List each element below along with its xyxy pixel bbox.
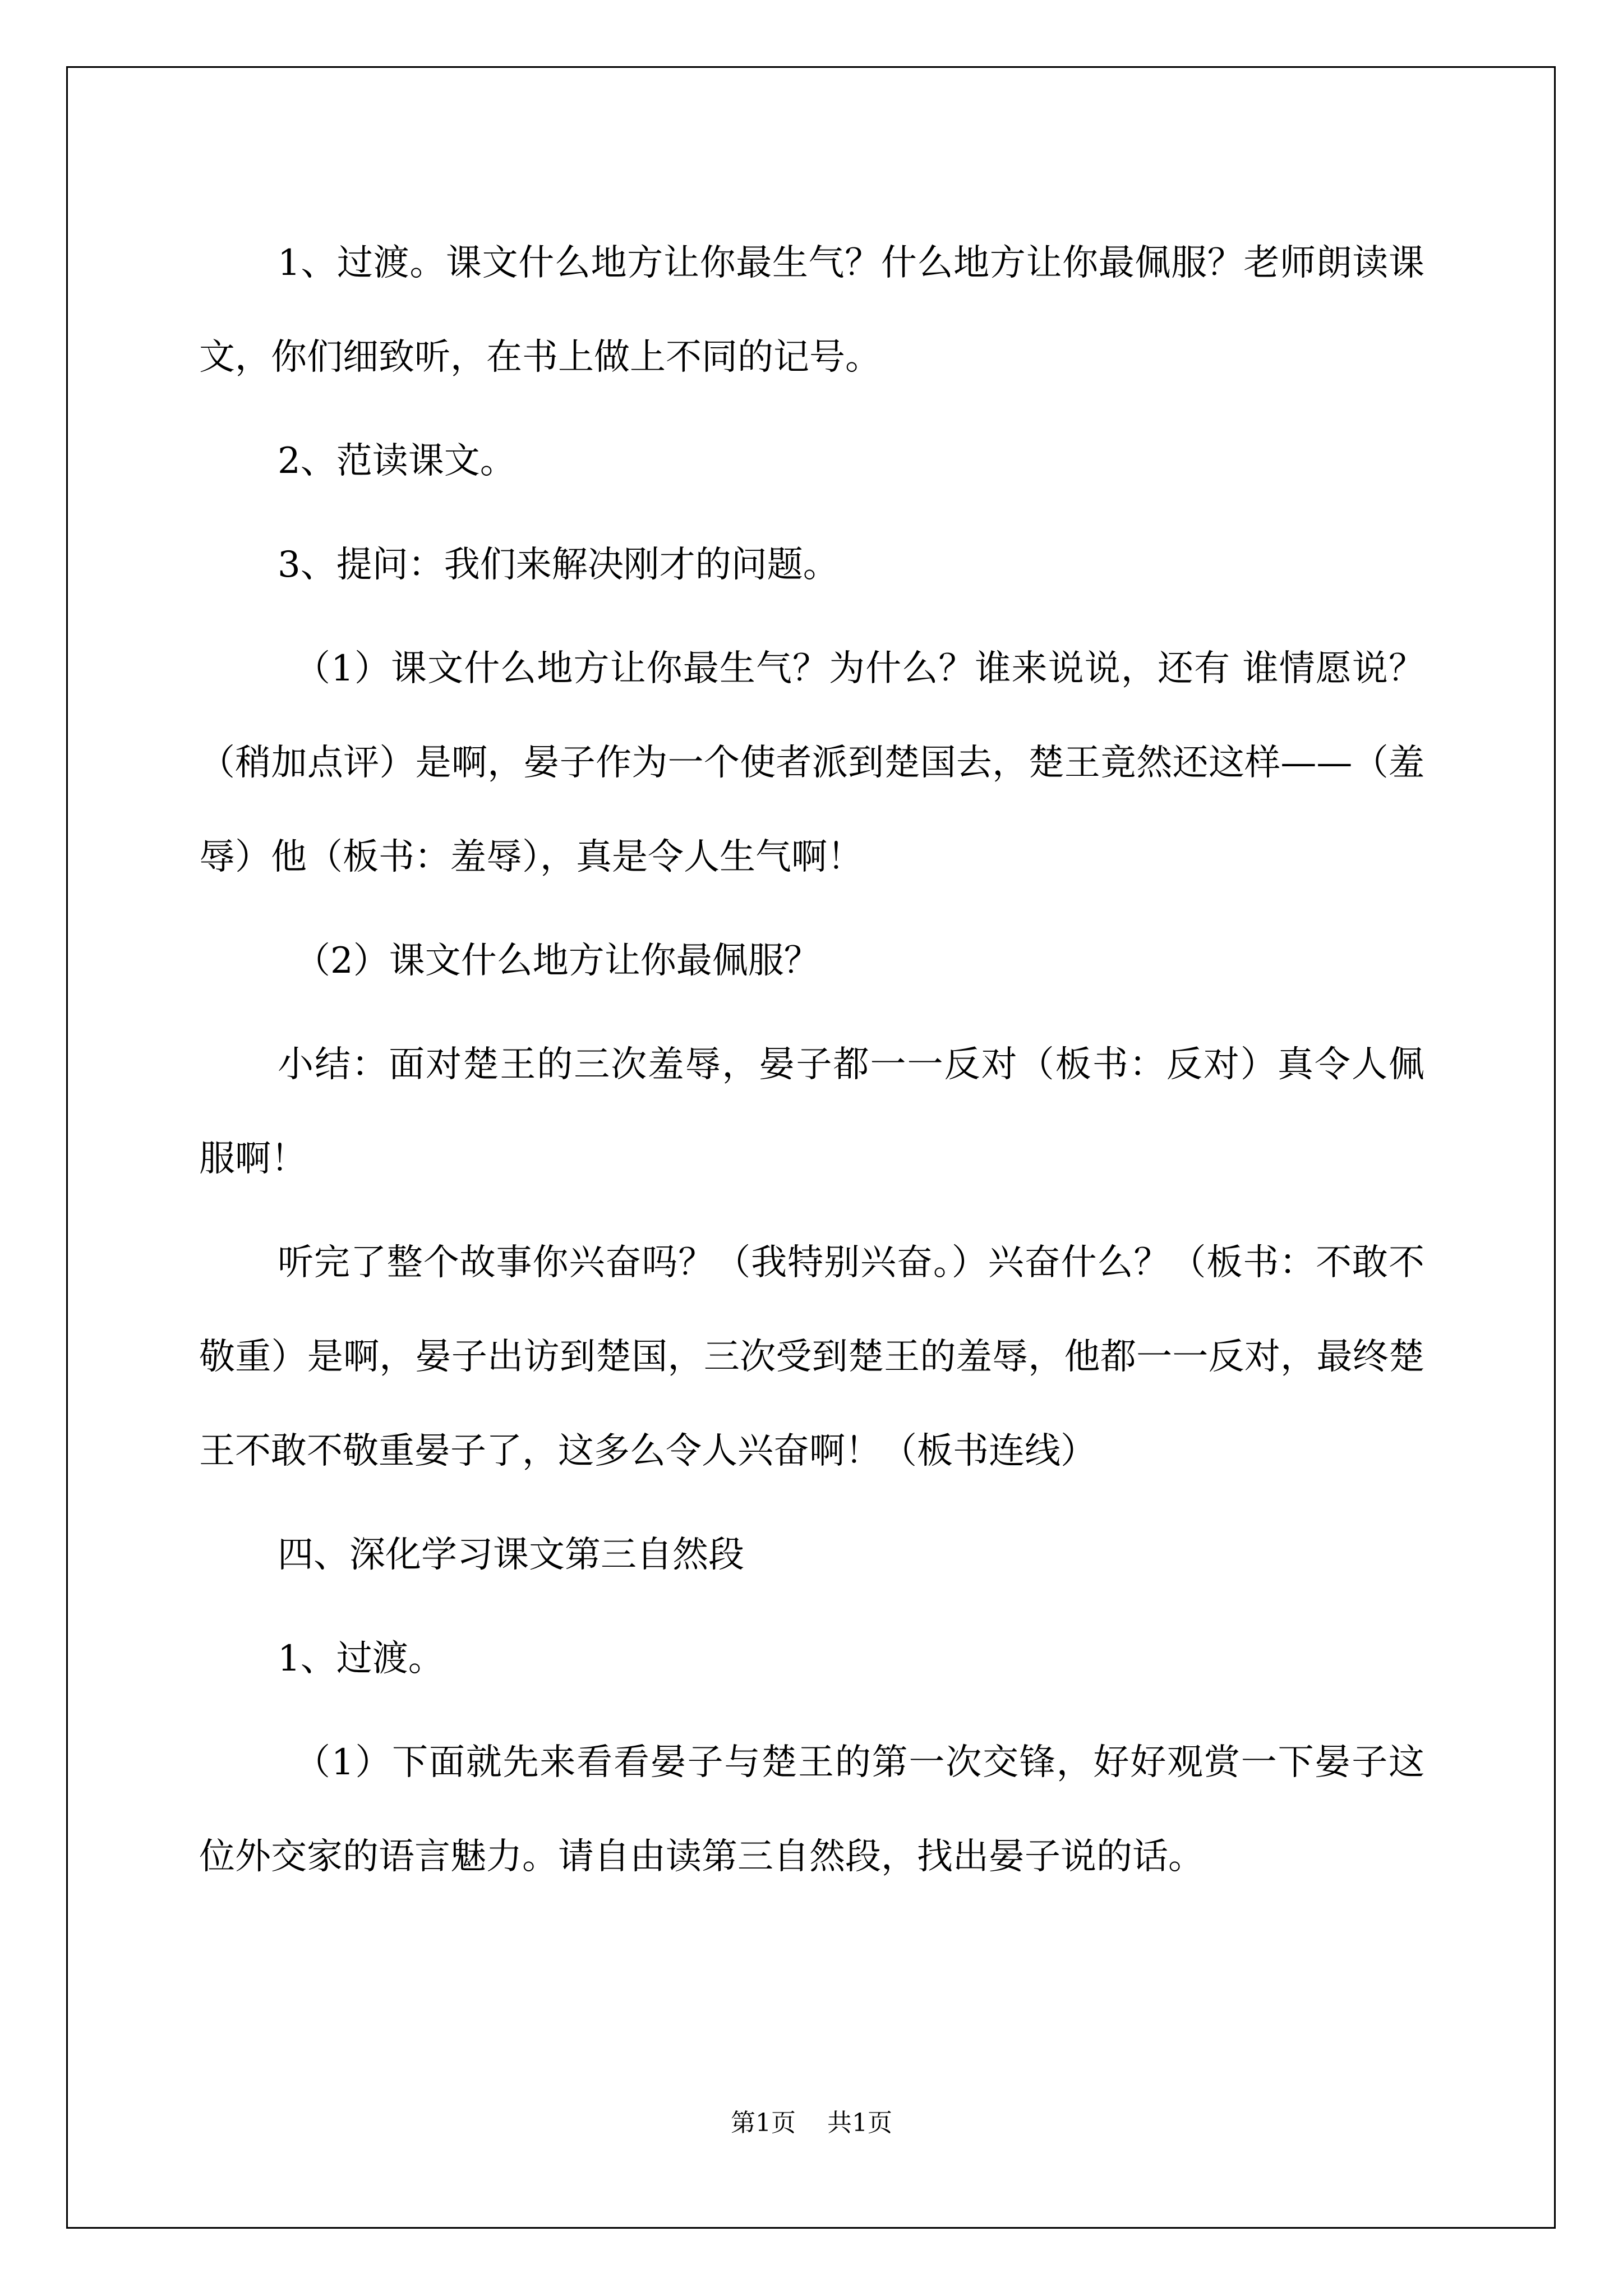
paragraph-transition-2: 1、过渡。 xyxy=(278,1638,444,1680)
paragraph-first-encounter: （1）下面就先来看看晏子与楚王的第一次交锋，好好观赏一下晏子这位外交家的语言魅力。请自由读第三自然段，找出晏子说的话。 xyxy=(199,1742,1424,1878)
page-number-current: 第1页 xyxy=(731,2109,796,2137)
paragraph-summary: 小结：面对楚王的三次羞辱，晏子都一一反对（板书：反对）真令人佩服啊！ xyxy=(199,1044,1424,1180)
page-footer xyxy=(0,2106,1623,2140)
paragraph-admire-part: （2）课文什么地方让你最佩服？ xyxy=(294,940,820,982)
section-heading-4: 四、深化学习课文第三自然段 xyxy=(278,1534,744,1576)
page-number-total: 共1页 xyxy=(827,2109,892,2137)
paragraph-question: 3、提问：我们来解决刚才的问题。 xyxy=(278,544,839,586)
paragraph-excited: 听完了整个故事你兴奋吗？（我特别兴奋。）兴奋什么？（板书：不敢不敬重）是啊，晏子出访到楚国，三次受到楚王的羞辱，他都一一反对，最终楚王不敢不敬重晏子了，这多么令人兴奋啊！（板书连线） xyxy=(199,1242,1424,1472)
paragraph-transition-1: 1、过渡。课文什么地方让你最生气？什么地方让你最佩服？老师朗读课文，你们细致听，在书上做上不同的记号。 xyxy=(199,242,1424,378)
paragraph-model-reading: 2、范读课文。 xyxy=(278,440,516,482)
paragraph-angry-part: （1）课文什么地方让你最生气？为什么？谁来说说，还有 谁情愿说？（稍加点评）是啊，晏子作为一个使者派到楚国去，楚王竟然还这样——（羞辱）他（板书：羞辱），真是令人生气啊！ xyxy=(199,648,1424,878)
document-body xyxy=(199,216,1424,1913)
